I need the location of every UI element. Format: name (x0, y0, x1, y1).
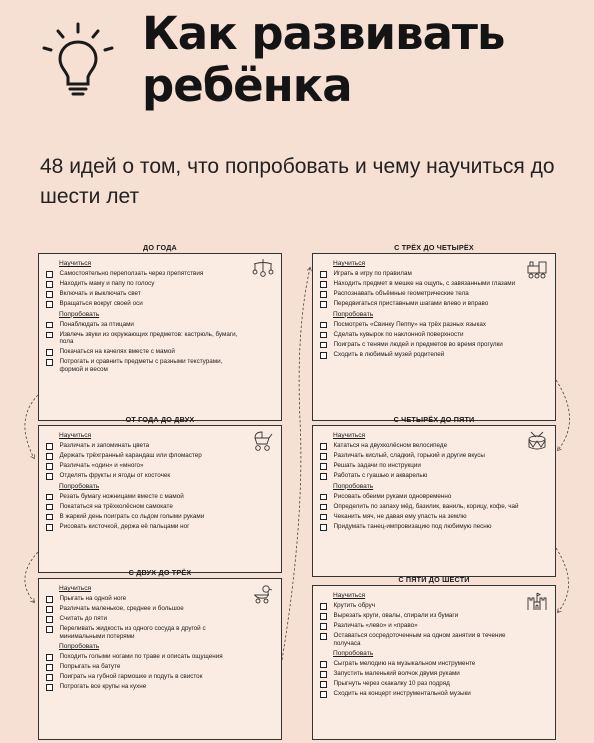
checkbox[interactable] (320, 494, 327, 501)
group-label-try: Попробовать (333, 650, 374, 658)
group-label-learn: Научиться (333, 432, 366, 439)
header (0, 0, 594, 140)
checkbox[interactable] (320, 453, 327, 460)
checkbox[interactable] (320, 681, 327, 688)
checklist-item[interactable]: Оставаться сосредоточенным на одном занятии в течение получаса (319, 632, 549, 647)
checkbox[interactable] (320, 633, 327, 640)
checklist-item[interactable]: Прыгнуть через скакалку 10 раз подряд (319, 680, 549, 688)
checkbox[interactable] (320, 332, 327, 339)
group-label-learn: Научиться (59, 260, 92, 267)
checkbox[interactable] (320, 613, 327, 620)
checklist-item[interactable]: Запустить маленький волчок двумя руками (319, 670, 549, 678)
checklist-box (38, 253, 282, 421)
checkbox[interactable] (46, 494, 53, 501)
checkbox[interactable] (320, 514, 327, 521)
checkbox[interactable] (46, 301, 53, 308)
arrow-2 (25, 552, 38, 602)
checkbox[interactable] (46, 596, 53, 603)
checklist-item[interactable]: Работать с гуашью и акварелью (319, 472, 549, 480)
group-label-learn: Научиться (333, 260, 366, 267)
checklist-item[interactable]: Поиграть с тенями людей и предметов во время прогулки (319, 341, 549, 349)
checklist-item[interactable]: Вращаться вокруг своей оси (45, 300, 275, 308)
checklist-item[interactable]: Сделать кувырок по наклонной поверхности (319, 331, 549, 339)
checklist-item[interactable]: Рисовать кисточкой, держа её пальцами ног (45, 523, 275, 531)
checklist-item[interactable]: Сходить в любимый музей родителей (319, 351, 549, 359)
checklist-item[interactable]: Играть в игру по правилам (319, 270, 549, 278)
checkbox[interactable] (320, 603, 327, 610)
checklist-item[interactable]: Чеканить мяч, не давая ему упасть на землю (319, 513, 549, 521)
arrow-5 (556, 548, 569, 612)
page-subtitle: 48 идей о том, что попробовать и чему научиться до шести лет (40, 155, 555, 208)
section-title: ДО ГОДА (143, 243, 177, 252)
checkbox[interactable] (320, 322, 327, 329)
group-label-try: Попробовать (59, 310, 100, 318)
checklist-item[interactable]: Попрыгать на батуте (45, 663, 275, 671)
checkbox[interactable] (46, 271, 53, 278)
castle-icon (525, 590, 549, 612)
lightbulb-icon (38, 18, 118, 98)
checklist-item[interactable]: Извлечь звуки из окружающих предметов: кастрюль, бумаги, пола (45, 331, 275, 346)
checkbox[interactable] (46, 514, 53, 521)
checklist-item[interactable]: Определить по запаху мёд, базилик, ваниль, корицу, кофе, чай (319, 503, 549, 511)
checklist-item[interactable]: Переливать жидкость из одного сосуда в другой с минимальными потерями (45, 625, 275, 640)
checkbox[interactable] (320, 271, 327, 278)
checklist-item[interactable]: Различать «один» и «много» (45, 462, 275, 470)
checklist-item[interactable]: Крутить обруч (319, 602, 549, 610)
checklist-item[interactable]: Сыграть мелодию на музыкальном инструменте (319, 660, 549, 668)
group-label-try: Попробовать (59, 643, 100, 651)
section-three-to-four (312, 242, 556, 421)
group-label-try: Попробовать (59, 482, 100, 490)
checkbox[interactable] (320, 623, 327, 630)
section-title: С ПЯТИ ДО ШЕСТИ (398, 575, 470, 584)
mobile-toy-icon (251, 258, 275, 280)
checkbox[interactable] (46, 322, 53, 329)
duck-toy-icon (251, 583, 275, 605)
checklist-box (38, 578, 282, 740)
checklist-item[interactable]: Держать трёхгранный карандаш или фломастер (45, 452, 275, 460)
drum-icon (525, 430, 549, 452)
checklist-item[interactable]: Различать «лево» и «право» (319, 622, 549, 630)
checkbox[interactable] (46, 504, 53, 511)
section-title: С ТРЁХ ДО ЧЕТЫРЁХ (394, 243, 474, 252)
checklist-item[interactable]: В жаркий день поиграть со льдом голыми руками (45, 513, 275, 521)
arrow-1 (25, 395, 38, 458)
checkbox[interactable] (320, 504, 327, 511)
section-five-to-six (312, 574, 556, 740)
checklist-item[interactable]: Потрогать и сравнить предметы с разными текстурами, формой и весом (45, 358, 275, 373)
checklist-item[interactable]: Передвигаться приставными шагами влево и вправо (319, 300, 549, 308)
checklist-item[interactable]: Различать кислый, сладкий, горький и другие вкусы (319, 452, 549, 460)
checkbox[interactable] (46, 473, 53, 480)
checkbox[interactable] (46, 291, 53, 298)
group-label-try: Попробовать (333, 482, 374, 490)
checklist-box (312, 425, 556, 577)
checkbox[interactable] (46, 606, 53, 613)
toy-train-icon (525, 258, 549, 280)
checklist-item[interactable]: Походить голыми ногами по траве и описать ощущения (45, 653, 275, 661)
checkbox[interactable] (320, 524, 327, 531)
checkbox[interactable] (46, 626, 53, 633)
arrow-4 (556, 380, 570, 450)
group-label-try: Попробовать (333, 310, 374, 318)
checkbox[interactable] (46, 524, 53, 531)
checklist-item[interactable]: Сходить на концерт инструментальной музыки (319, 690, 549, 698)
checkbox[interactable] (46, 443, 53, 450)
checklist-item[interactable]: Придумать танец-импровизацию под любимую песню (319, 523, 549, 531)
section-two-to-three (38, 567, 282, 740)
checklist-box (38, 425, 282, 573)
checkbox[interactable] (320, 671, 327, 678)
checklist-item[interactable]: Вырезать круги, овалы, спирали из бумаги (319, 612, 549, 620)
checklist-item[interactable]: Посмотреть «Свинку Пеппу» на трёх разных языках (319, 321, 549, 329)
checkbox[interactable] (46, 684, 53, 691)
checkbox[interactable] (320, 463, 327, 470)
checklist-item[interactable]: Самостоятельно переползать через препятствия (45, 270, 275, 278)
checkbox[interactable] (46, 616, 53, 623)
checklist-item[interactable]: Включать и выключать свет (45, 290, 275, 298)
checklist-item[interactable]: Рисовать обеими руками одновременно (319, 493, 549, 501)
checklist-item[interactable]: Отделять фрукты и ягоды от косточек (45, 472, 275, 480)
checkbox[interactable] (46, 359, 53, 366)
section-title: ОТ ГОДА ДО ДВУХ (125, 415, 195, 424)
checkbox[interactable] (46, 654, 53, 661)
checkbox[interactable] (46, 281, 53, 288)
checklist-item[interactable]: Поиграть на губной гармошке и подуть в свисток (45, 673, 275, 681)
checklist-item[interactable]: Прыгать на одной ноге (45, 595, 275, 603)
checkbox[interactable] (46, 349, 53, 356)
checkbox[interactable] (320, 473, 327, 480)
section-under-one (38, 242, 282, 421)
checklist-item[interactable]: Находить предмет в мешке на ощупь, с завязанными глазами (319, 280, 549, 288)
checklist-item[interactable]: Решать задачи по инструкции (319, 462, 549, 470)
checkbox[interactable] (320, 342, 327, 349)
checklist-item[interactable]: Потрогать все крупы на кухне (45, 683, 275, 691)
checkbox[interactable] (320, 352, 327, 359)
checkbox[interactable] (320, 661, 327, 668)
checklist-item[interactable]: Считать до пяти (45, 615, 275, 623)
section-four-to-five (312, 414, 556, 577)
checkbox[interactable] (320, 291, 327, 298)
checkbox[interactable] (320, 281, 327, 288)
checklist-item[interactable]: Распознавать объёмные геометрические тела (319, 290, 549, 298)
checkbox[interactable] (46, 332, 53, 339)
checklist-item[interactable]: Кататься на двухколёсном велосипеде (319, 442, 549, 450)
section-one-to-two (38, 414, 282, 573)
checklist-item[interactable]: Покачаться на качелях вместе с мамой (45, 348, 275, 356)
checklist-item[interactable]: Покататься на трёхколёсном самокате (45, 503, 275, 511)
section-title: С ЧЕТЫРЁХ ДО ПЯТИ (393, 415, 475, 424)
page-title: Как развивать ребёнка (142, 7, 505, 112)
checklist-box (312, 585, 556, 740)
checkbox[interactable] (46, 674, 53, 681)
checklist-item[interactable]: Резать бумагу ножницами вместе с мамой (45, 493, 275, 501)
group-label-learn: Научиться (59, 585, 92, 592)
group-label-learn: Научиться (333, 592, 366, 599)
checkbox[interactable] (320, 691, 327, 698)
checklist-item[interactable]: Находить маму и папу по голосу (45, 280, 275, 288)
checklist-box (312, 253, 556, 421)
checkbox[interactable] (320, 443, 327, 450)
checkbox[interactable] (320, 301, 327, 308)
stroller-icon (251, 430, 275, 452)
checkbox[interactable] (46, 463, 53, 470)
checklist-item[interactable]: Различать маленькое, среднее и большое (45, 605, 275, 613)
section-title: С ДВУХ ДО ТРЁХ (128, 568, 192, 577)
checklist-item[interactable]: Различать и запоминать цвета (45, 442, 275, 450)
group-label-learn: Научиться (59, 432, 92, 439)
checkbox[interactable] (46, 453, 53, 460)
arrow-3 (282, 268, 310, 660)
checkbox[interactable] (46, 664, 53, 671)
checklist-item[interactable]: Понаблюдать за птицами (45, 321, 275, 329)
